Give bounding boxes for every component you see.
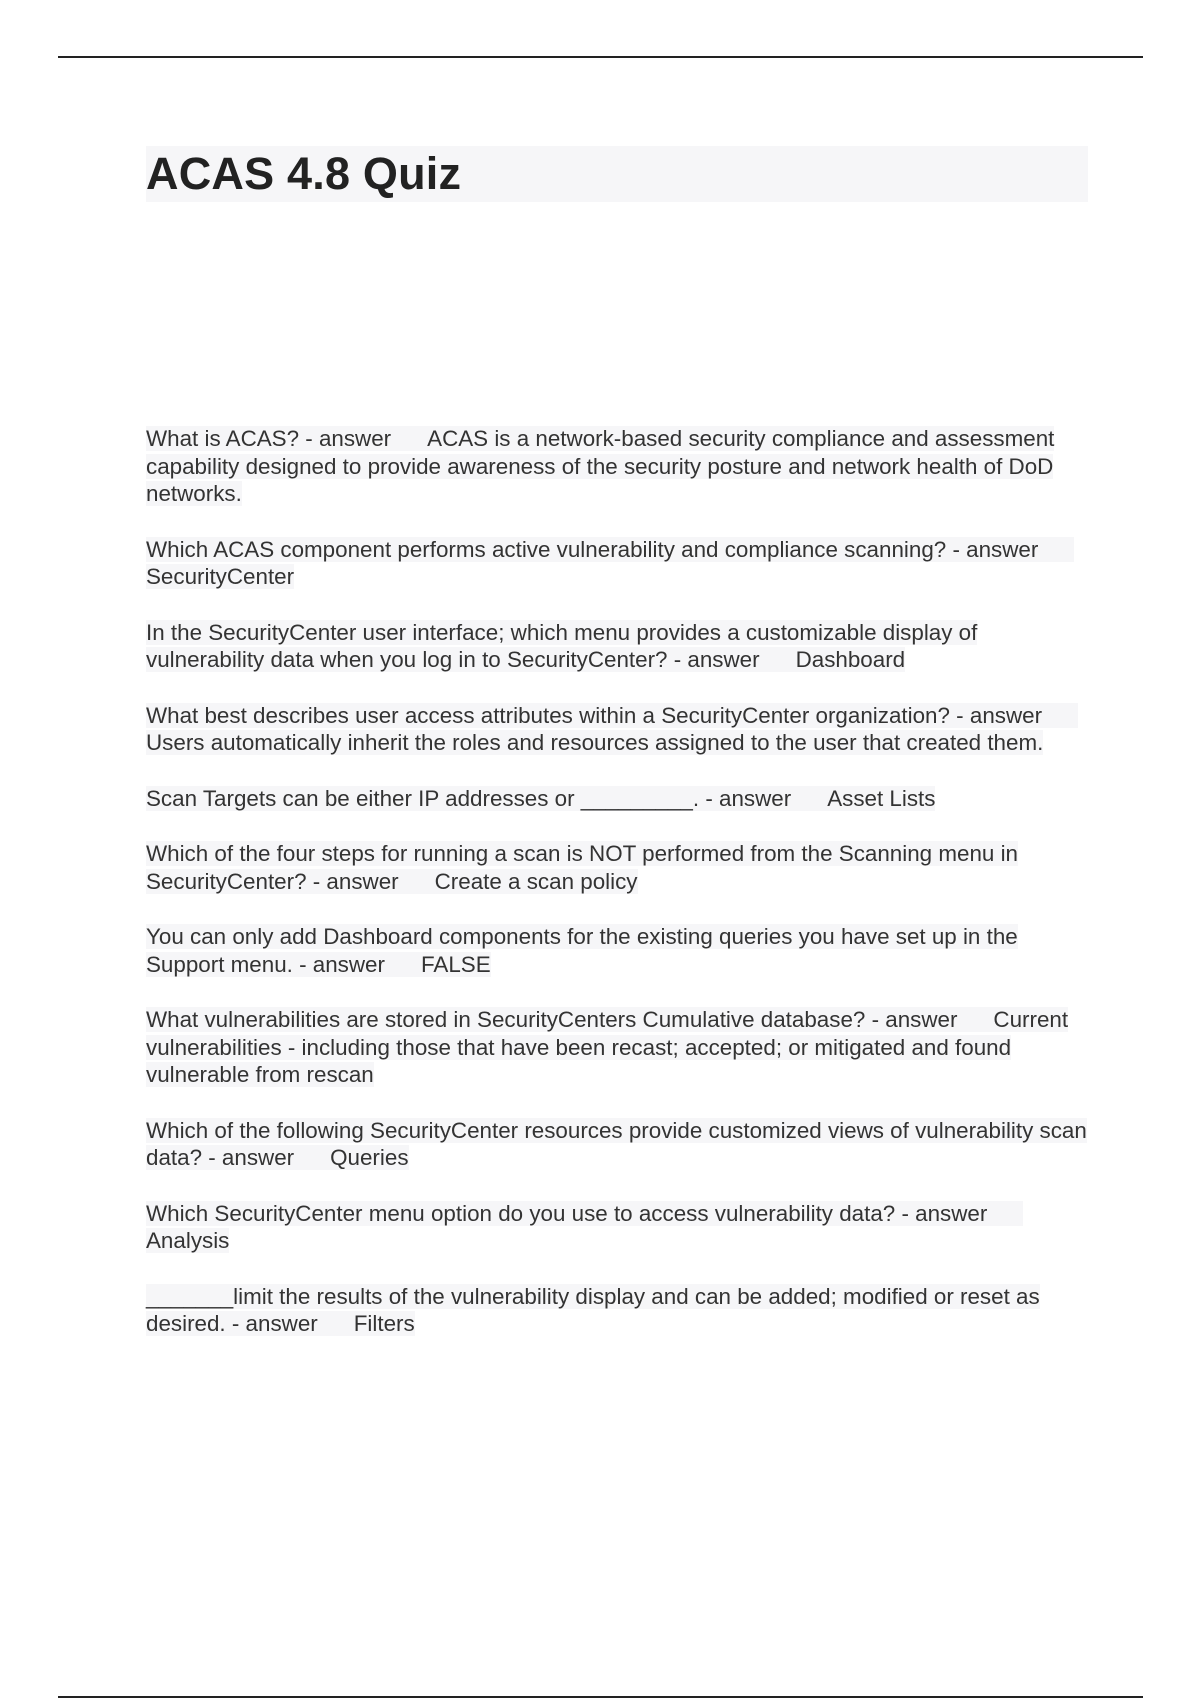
question-text: Which SecurityCenter menu option do you use to access vulnerability data? - answer: [146, 1200, 988, 1226]
answer-text: Users automatically inherit the roles and resources assigned to the user that created them.: [146, 730, 1044, 755]
qa-item-8: [146, 1006, 1096, 1089]
qa-item-3: [146, 619, 1096, 674]
qa-list: [146, 425, 1096, 1366]
question-text: Which of the following SecurityCenter resources provide customized views of vulnerability scan data? - answer: [146, 1117, 1087, 1170]
question-text: What best describes user access attributes within a SecurityCenter organization? - answer: [146, 702, 1043, 728]
answer-text: SecurityCenter: [146, 564, 295, 589]
qa-item-7: [146, 923, 1096, 978]
answer-text: FALSE: [420, 951, 491, 977]
answer-text: Asset Lists: [827, 785, 936, 811]
answer-text: Analysis: [146, 1228, 230, 1253]
question-text: What vulnerabilities are stored in SecurityCenters Cumulative database? - answer: [146, 1007, 958, 1032]
answer-text: Create a scan policy: [434, 868, 638, 894]
answer-text: Queries: [330, 1145, 409, 1170]
qa-item-9: [146, 1117, 1096, 1172]
qa-item-4: [146, 702, 1096, 757]
answer-text: ACAS is a network-based security compliance and assessment capability designed to provide awareness of the security posture and network health of DoD networks.: [146, 426, 1055, 506]
answer-text: Dashboard: [795, 647, 906, 672]
qa-item-1: [146, 425, 1096, 508]
qa-item-5: [146, 785, 1096, 813]
bottom-rule: [58, 1696, 1143, 1698]
question-text: You can only add Dashboard components for the existing queries you have set up in the Support menu. - answer: [146, 924, 1018, 977]
question-text: What is ACAS? - answer: [146, 426, 392, 451]
question-text: _______limit the results of the vulnerability display and can be added; modified or reset as desired. - answer: [146, 1283, 1040, 1336]
qa-item-10: [146, 1200, 1096, 1255]
qa-item-11: [146, 1283, 1096, 1338]
qa-item-2: [146, 536, 1096, 591]
question-text: Scan Targets can be either IP addresses or _________. - answer: [146, 785, 792, 811]
top-rule: [58, 56, 1143, 58]
qa-item-6: [146, 840, 1096, 895]
document-title: ACAS 4.8 Quiz: [146, 148, 462, 199]
answer-text: Current vulnerabilities - including those that have been recast; accepted; or mitigated and found vulnerable from rescan: [146, 1007, 1069, 1087]
question-text: Which ACAS component performs active vulnerability and compliance scanning? - answer: [146, 536, 1039, 562]
answer-text: Filters: [353, 1311, 415, 1336]
question-text: In the SecurityCenter user interface; which menu provides a customizable display of vulnerability data when you log in to SecurityCenter? - answer: [146, 619, 978, 672]
question-text: Which of the four steps for running a scan is NOT performed from the Scanning menu in SecurityCenter? - answer: [146, 841, 1018, 894]
